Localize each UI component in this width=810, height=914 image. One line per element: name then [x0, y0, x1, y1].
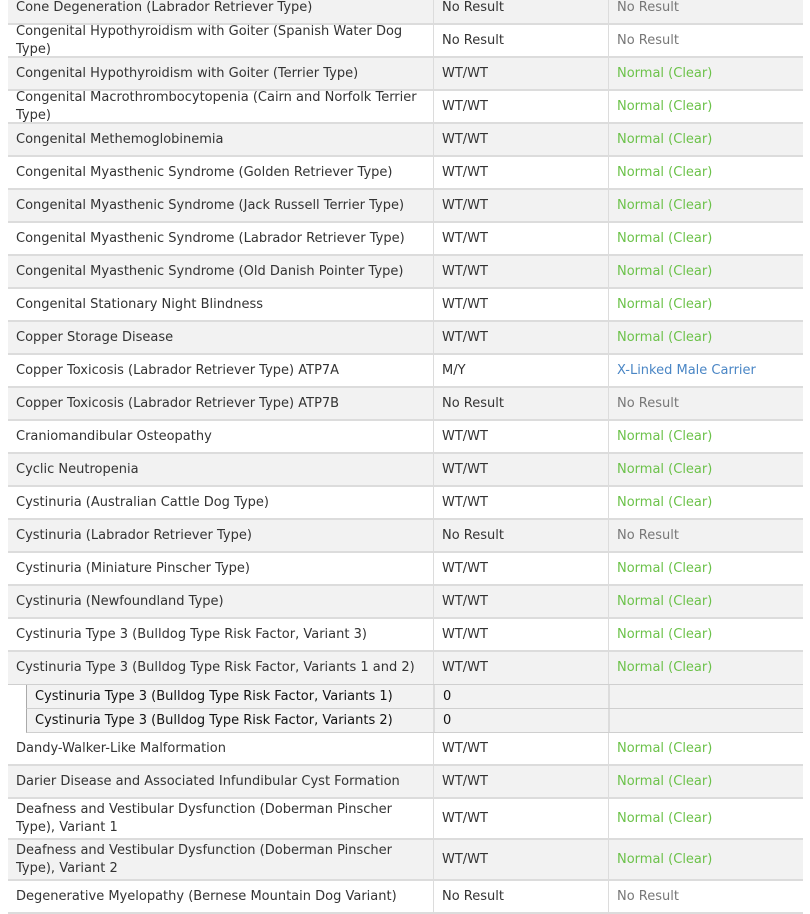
table-row — [8, 0, 803, 25]
genotype-value: No Result — [434, 0, 609, 23]
condition-name: Congenital Myasthenic Syndrome (Jack Russell Terrier Type) — [8, 190, 434, 221]
genotype-value: WT/WT — [434, 223, 609, 254]
genotype-value: WT/WT — [434, 553, 609, 584]
genotype-value: WT/WT — [434, 766, 609, 797]
genotype-value: WT/WT — [434, 421, 609, 452]
genotype-value: WT/WT — [434, 124, 609, 155]
table-row — [8, 652, 803, 685]
result-status: No Result — [617, 0, 679, 15]
condition-name: Cystinuria Type 3 (Bulldog Type Risk Factor, Variant 3) — [8, 619, 434, 650]
result-status: No Result — [617, 527, 679, 543]
table-row — [8, 520, 803, 553]
condition-name: Copper Toxicosis (Labrador Retriever Type) ATP7B — [8, 388, 434, 419]
result-status: Normal (Clear) — [617, 98, 713, 114]
condition-name: Congenital Methemoglobinemia — [8, 124, 434, 155]
condition-name: Darier Disease and Associated Infundibular Cyst Formation — [8, 766, 434, 797]
genotype-value: WT/WT — [434, 799, 609, 838]
variant-empty-cell — [610, 709, 803, 732]
genotype-value: WT/WT — [434, 256, 609, 287]
genotype-value: WT/WT — [434, 733, 609, 764]
table-row — [8, 223, 803, 256]
genotype-value: WT/WT — [434, 652, 609, 684]
condition-name: Cystinuria (Miniature Pinscher Type) — [8, 553, 434, 584]
condition-name: Degenerative Myelopathy (Bernese Mountain Dog Variant) — [8, 881, 434, 912]
genotype-value: WT/WT — [434, 91, 609, 122]
result-status: Normal (Clear) — [617, 560, 713, 576]
table-row — [8, 454, 803, 487]
table-row — [8, 487, 803, 520]
variant-name: Cystinuria Type 3 (Bulldog Type Risk Factor, Variants 2) — [27, 709, 435, 732]
table-row — [8, 766, 803, 799]
result-status: Normal (Clear) — [617, 197, 713, 213]
result-status: Normal (Clear) — [617, 230, 713, 246]
genotype-value: WT/WT — [434, 322, 609, 353]
result-status: Normal (Clear) — [617, 593, 713, 609]
condition-name: Congenital Myasthenic Syndrome (Labrador Retriever Type) — [8, 223, 434, 254]
genotype-value: WT/WT — [434, 190, 609, 221]
table-row — [8, 733, 803, 766]
result-status: Normal (Clear) — [617, 65, 713, 81]
genotype-value: WT/WT — [434, 619, 609, 650]
genotype-value: WT/WT — [434, 840, 609, 879]
condition-name: Congenital Hypothyroidism with Goiter (Terrier Type) — [8, 58, 434, 89]
result-status: Normal (Clear) — [617, 494, 713, 510]
condition-name: Craniomandibular Osteopathy — [8, 421, 434, 452]
sub-row — [26, 709, 803, 733]
table-row — [8, 190, 803, 223]
condition-name: Congenital Hypothyroidism with Goiter (Spanish Water Dog Type) — [8, 25, 434, 56]
condition-name: Dandy-Walker-Like Malformation — [8, 733, 434, 764]
sub-row — [26, 685, 803, 709]
table-row — [8, 91, 803, 124]
result-status: Normal (Clear) — [617, 740, 713, 756]
genotype-value: No Result — [434, 25, 609, 56]
condition-name: Cyclic Neutropenia — [8, 454, 434, 485]
table-row — [8, 124, 803, 157]
genotype-value: WT/WT — [434, 454, 609, 485]
result-status: Normal (Clear) — [617, 296, 713, 312]
result-status: X-Linked Male Carrier — [617, 362, 756, 378]
table-row — [8, 421, 803, 454]
table-row — [8, 799, 803, 840]
genotype-value: No Result — [434, 520, 609, 551]
genotype-value: No Result — [434, 388, 609, 419]
genotype-value: WT/WT — [434, 157, 609, 188]
table-row — [8, 322, 803, 355]
result-status: Normal (Clear) — [617, 329, 713, 345]
table-row — [8, 256, 803, 289]
condition-name: Cystinuria (Newfoundland Type) — [8, 586, 434, 617]
condition-name: Copper Toxicosis (Labrador Retriever Type) ATP7A — [8, 355, 434, 386]
condition-name: Deafness and Vestibular Dysfunction (Doberman Pinscher Type), Variant 2 — [8, 840, 434, 879]
condition-name: Copper Storage Disease — [8, 322, 434, 353]
condition-name: Cystinuria (Australian Cattle Dog Type) — [8, 487, 434, 518]
genotype-value: M/Y — [434, 355, 609, 386]
result-status: Normal (Clear) — [617, 428, 713, 444]
result-status: No Result — [617, 32, 679, 48]
genotype-value: WT/WT — [434, 289, 609, 320]
condition-name: Congenital Myasthenic Syndrome (Old Danish Pointer Type) — [8, 256, 434, 287]
result-status: Normal (Clear) — [617, 626, 713, 642]
genetic-results-table — [8, 0, 803, 914]
result-status: Normal (Clear) — [617, 773, 713, 789]
result-status: Normal (Clear) — [617, 851, 713, 867]
condition-name: Deafness and Vestibular Dysfunction (Doberman Pinscher Type), Variant 1 — [8, 799, 434, 838]
result-status: Normal (Clear) — [617, 461, 713, 477]
table-row — [8, 25, 803, 58]
table-row — [8, 553, 803, 586]
condition-name: Congenital Stationary Night Blindness — [8, 289, 434, 320]
condition-name: Cystinuria Type 3 (Bulldog Type Risk Factor, Variants 1 and 2) — [8, 652, 434, 684]
table-row — [8, 289, 803, 322]
table-row — [8, 157, 803, 190]
condition-name: Congenital Myasthenic Syndrome (Golden Retriever Type) — [8, 157, 434, 188]
table-row — [8, 881, 803, 914]
genotype-value: No Result — [434, 881, 609, 912]
variant-empty-cell — [610, 685, 803, 708]
condition-name: Cystinuria (Labrador Retriever Type) — [8, 520, 434, 551]
result-status: Normal (Clear) — [617, 164, 713, 180]
genotype-value: WT/WT — [434, 487, 609, 518]
variant-value: 0 — [435, 685, 610, 708]
result-status: Normal (Clear) — [617, 660, 713, 675]
table-row — [8, 619, 803, 652]
result-status: Normal (Clear) — [617, 810, 713, 826]
variant-value: 0 — [435, 709, 610, 732]
table-row — [8, 58, 803, 91]
table-row — [8, 840, 803, 881]
table-row — [8, 586, 803, 619]
condition-name: Cone Degeneration (Labrador Retriever Type) — [8, 0, 434, 23]
result-status: No Result — [617, 395, 679, 411]
condition-name: Congenital Macrothrombocytopenia (Cairn and Norfolk Terrier Type) — [8, 91, 434, 122]
table-row — [8, 355, 803, 388]
table-row — [8, 388, 803, 421]
result-status: Normal (Clear) — [617, 131, 713, 147]
genotype-value: WT/WT — [434, 58, 609, 89]
result-status: Normal (Clear) — [617, 263, 713, 279]
result-status: No Result — [617, 888, 679, 904]
genotype-value: WT/WT — [434, 586, 609, 617]
variant-name: Cystinuria Type 3 (Bulldog Type Risk Factor, Variants 1) — [27, 685, 435, 708]
